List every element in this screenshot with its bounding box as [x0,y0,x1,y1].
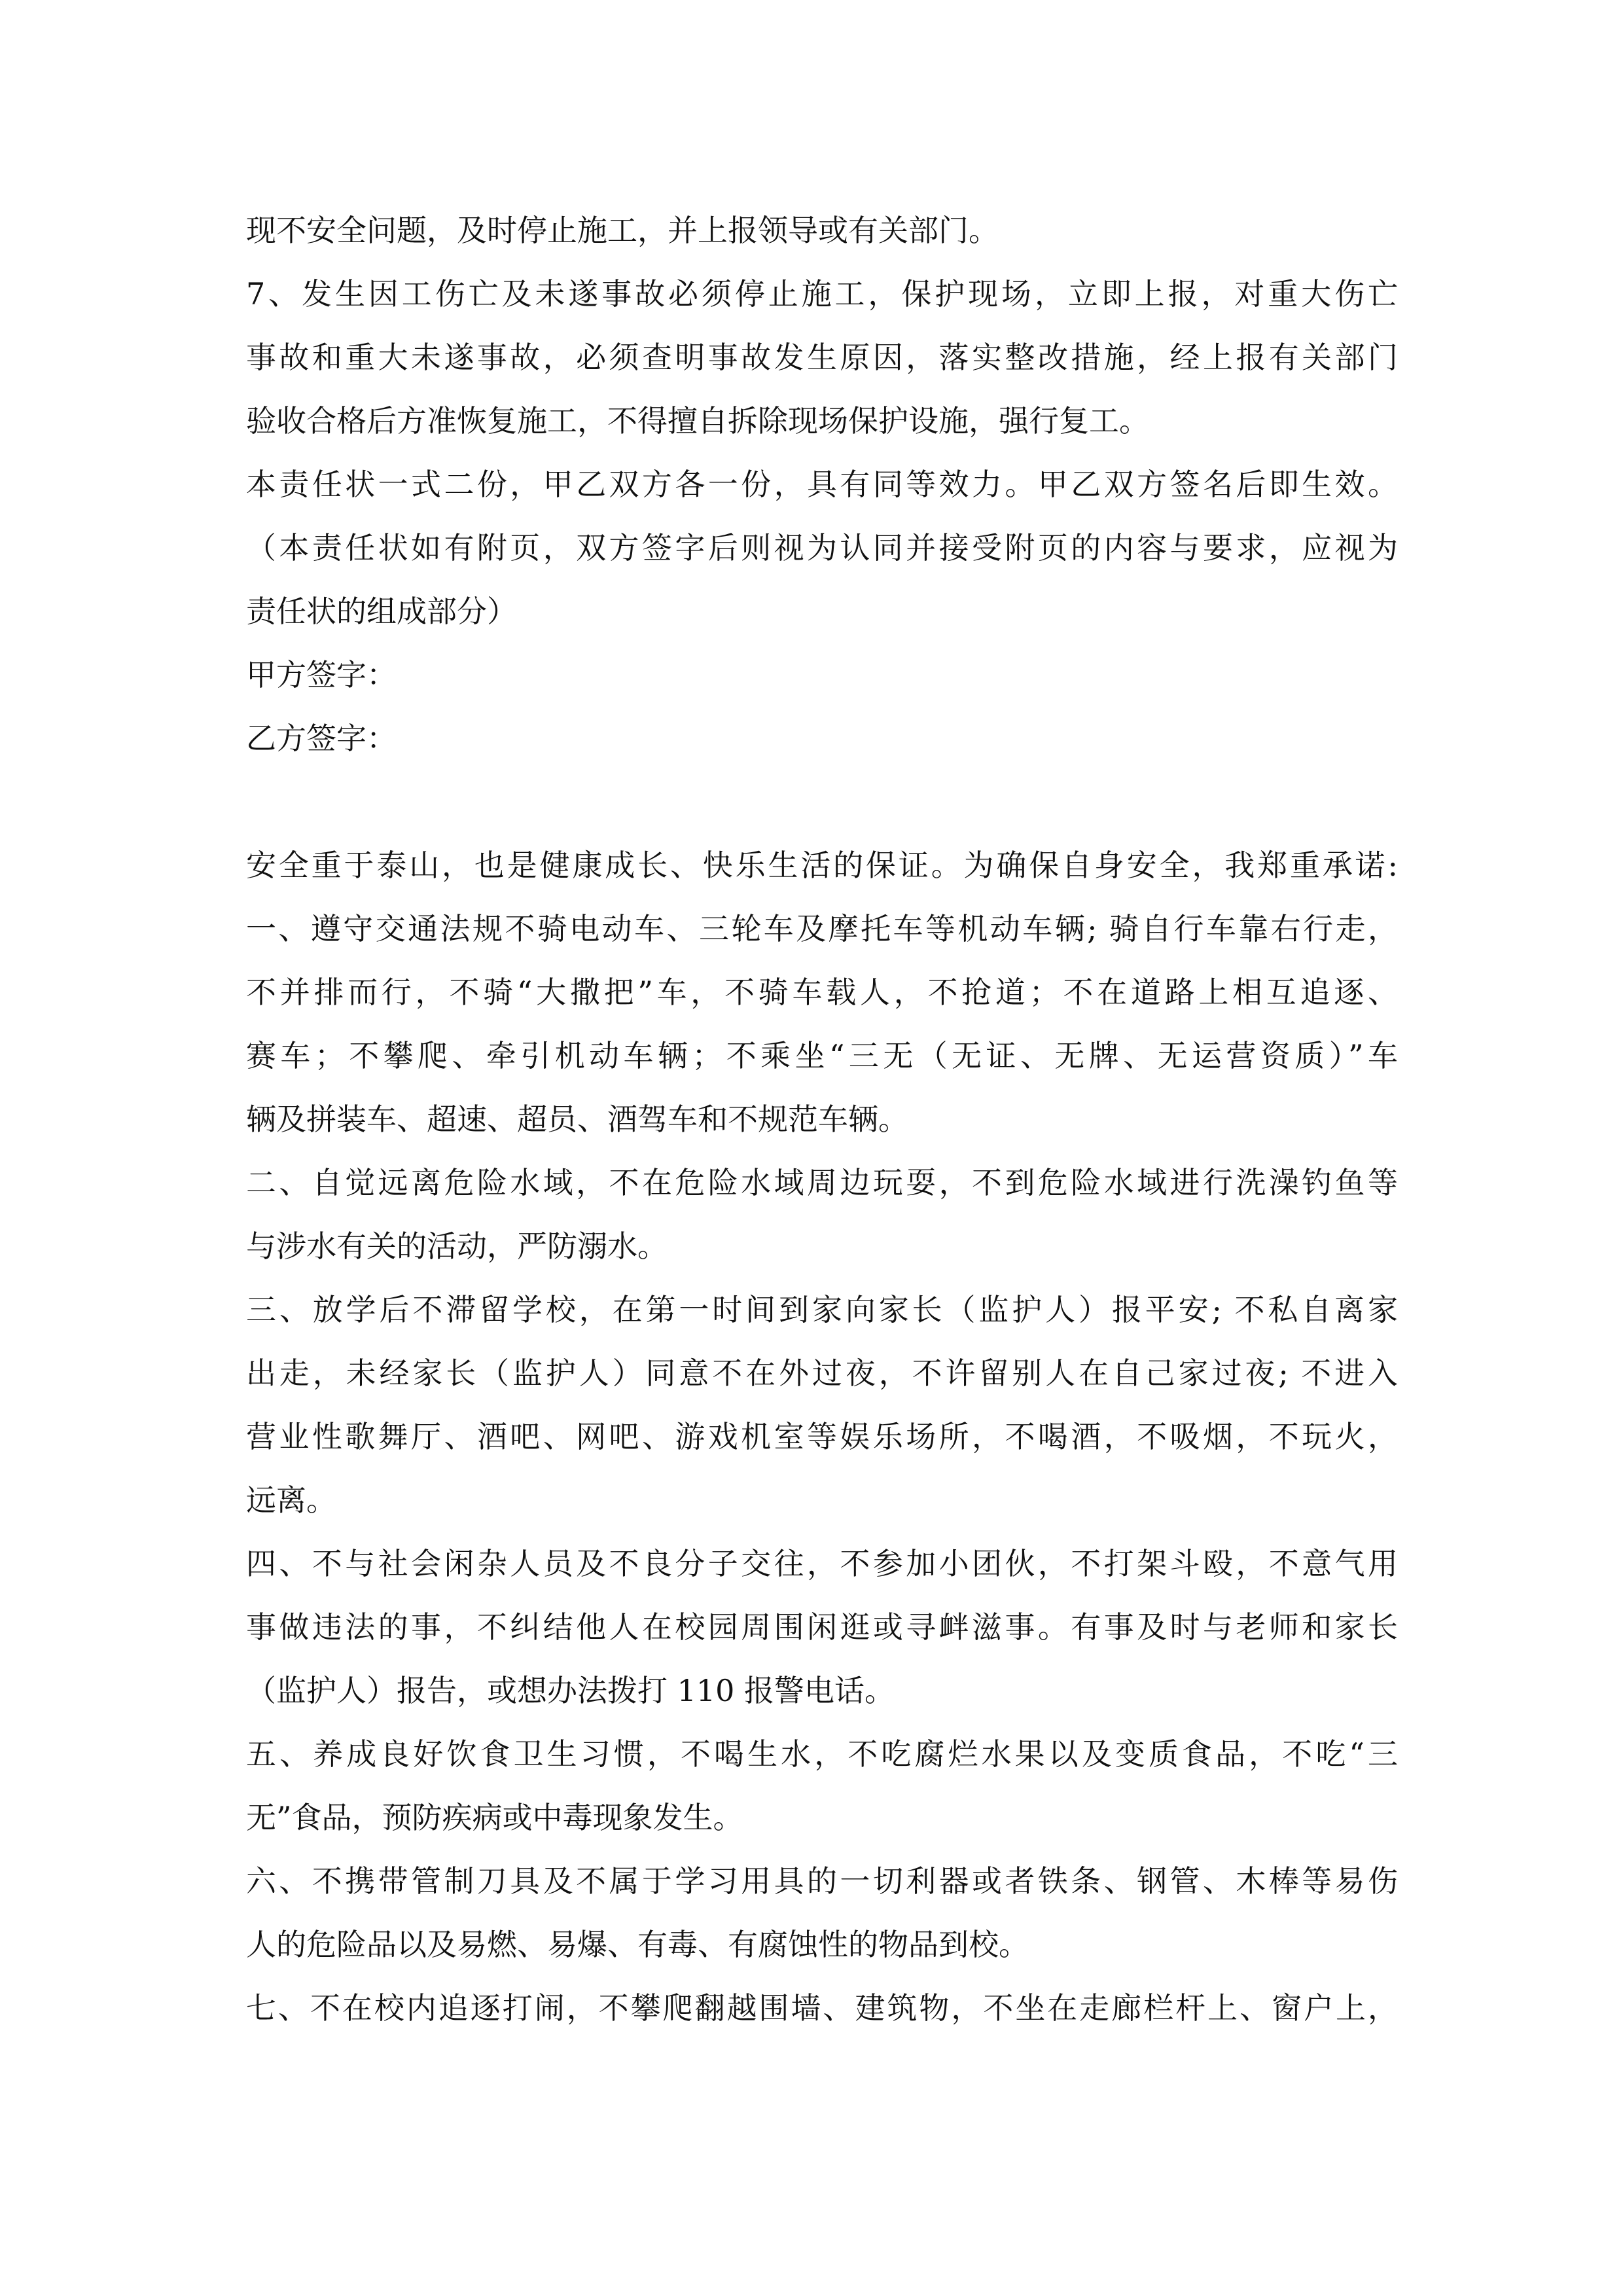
signature-label-party-b: 乙方签字： [246,721,397,756]
text-line: 七、不在校内追逐打闹，不攀爬翻越围墙、建筑物，不坐在走廊栏杆上、窗户上， [246,1990,1398,2026]
text-line: 安全重于泰山，也是健康成长、快乐生活的保证。为确保自身安全，我郑重承诺: [246,848,1398,883]
signature-label-party-a: 甲方签字： [246,657,397,692]
text-line: 赛车；不攀爬、牵引机动车辆；不乘坐“三无（无证、无牌、无运营资质）”车 [246,1038,1398,1073]
text-line: 7、发生因工伤亡及未遂事故必须停止施工，保护现场，立即上报，对重大伤亡 [246,276,1398,312]
text-line: 出走，未经家长（监护人）同意不在外过夜，不许留别人在自己家过夜; 不进入 [246,1355,1398,1391]
text-line: 无”食品，预防疾病或中毒现象发生。 [246,1800,743,1835]
text-line: 验收合格后方准恢复施工，不得擅自拆除现场保护设施，强行复工。 [246,403,1149,439]
text-line: 事故和重大未遂事故，必须查明事故发生原因，落实整改措施，经上报有关部门 [246,340,1398,375]
text-line: 二、自觉远离危险水域，不在危险水域周边玩耍，不到危险水域进行洗澡钓鱼等 [246,1165,1398,1200]
text-line: 远离。 [246,1482,336,1518]
text-line: 六、不携带管制刀具及不属于学习用具的一切利器或者铁条、钢管、木棒等易伤 [246,1863,1398,1899]
text-line: 人的危险品以及易燃、易爆、有毒、有腐蚀性的物品到校。 [246,1927,1029,1962]
text-line: 三、放学后不滞留学校，在第一时间到家向家长（监护人）报平安; 不私自离家 [246,1292,1398,1327]
text-line: 事做违法的事，不纠结他人在校园周围闲逛或寻衅滋事。有事及时与老师和家长 [246,1609,1398,1645]
text-line: 四、不与社会闲杂人员及不良分子交往，不参加小团伙，不打架斗殴，不意气用 [246,1546,1398,1581]
text-line: 五、养成良好饮食卫生习惯，不喝生水，不吃腐烂水果以及变质食品，不吃“三 [246,1736,1398,1772]
text-line: 辆及拼装车、超速、超员、酒驾车和不规范车辆。 [246,1102,908,1137]
text-line: 营业性歌舞厅、酒吧、网吧、游戏机室等娱乐场所，不喝酒，不吸烟，不玩火， [246,1419,1398,1454]
text-line: 一、遵守交通法规不骑电动车、三轮车及摩托车等机动车辆; 骑自行车靠右行走， [246,911,1398,946]
text-line: 责任状的组成部分） [246,594,517,629]
text-line: 不并排而行，不骑“大撒把”车，不骑车载人，不抢道；不在道路上相互追逐、 [246,975,1398,1010]
text-line: 本责任状一式二份，甲乙双方各一份，具有同等效力。甲乙双方签名后即生效。 [246,467,1398,502]
text-line: 与涉水有关的活动，严防溺水。 [246,1229,668,1264]
text-line: （监护人）报告，或想办法拨打 110 报警电话。 [246,1673,895,1708]
text-line: （本责任状如有附页，双方签字后则视为认同并接受附页的内容与要求，应视为 [246,530,1398,565]
text-line: 现不安全问题，及时停止施工，并上报领导或有关部门。 [246,213,999,248]
